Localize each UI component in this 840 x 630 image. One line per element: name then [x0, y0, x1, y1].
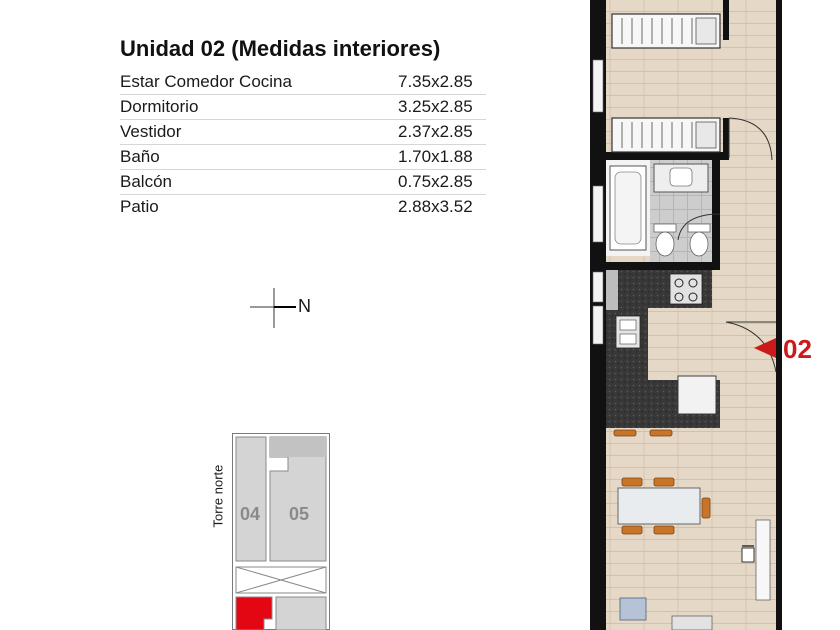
bathtub	[610, 166, 646, 250]
room-dimensions: 7.35x2.85	[398, 72, 473, 91]
table-row	[120, 195, 486, 219]
room-name: Vestidor	[120, 122, 182, 141]
room-name: Dormitorio	[120, 97, 199, 116]
closet-bottom	[612, 118, 720, 152]
room-dimensions: 3.25x2.85	[398, 97, 473, 116]
key-plan-unit-04: 04	[240, 504, 261, 524]
wall-right	[776, 0, 782, 630]
north-label: N	[298, 296, 311, 316]
room-dimensions: 2.88x3.52	[398, 197, 473, 216]
tower-label: Torre norte	[210, 464, 226, 528]
table-row	[120, 95, 486, 120]
room-name: Baño	[120, 147, 160, 166]
unit-marker-label: 02	[783, 334, 812, 364]
key-plan	[232, 433, 330, 630]
table-row	[120, 170, 486, 195]
table-row	[120, 70, 486, 95]
room-name: Estar Comedor Cocina	[120, 72, 292, 91]
table-title: Unidad 02 (Medidas interiores)	[120, 36, 441, 61]
unit-pointer-icon	[752, 337, 778, 359]
key-plan-unit-05: 05	[289, 504, 310, 524]
floor-plan	[590, 0, 790, 630]
room-dimensions: 1.70x1.88	[398, 147, 473, 166]
room-dimensions: 2.37x2.85	[398, 122, 473, 141]
north-arrow-icon	[248, 286, 298, 330]
room-name: Balcón	[120, 172, 172, 191]
table-row	[120, 120, 486, 145]
room-name: Patio	[120, 197, 159, 216]
wall-bath-bottom	[606, 262, 712, 270]
room-dimensions: 0.75x2.85	[398, 172, 473, 191]
wall-partition	[606, 152, 724, 160]
closet-top	[612, 14, 720, 48]
armchair	[620, 598, 646, 620]
bathroom-sink	[654, 164, 708, 192]
table-row	[120, 145, 486, 170]
wall-bath	[712, 160, 720, 270]
